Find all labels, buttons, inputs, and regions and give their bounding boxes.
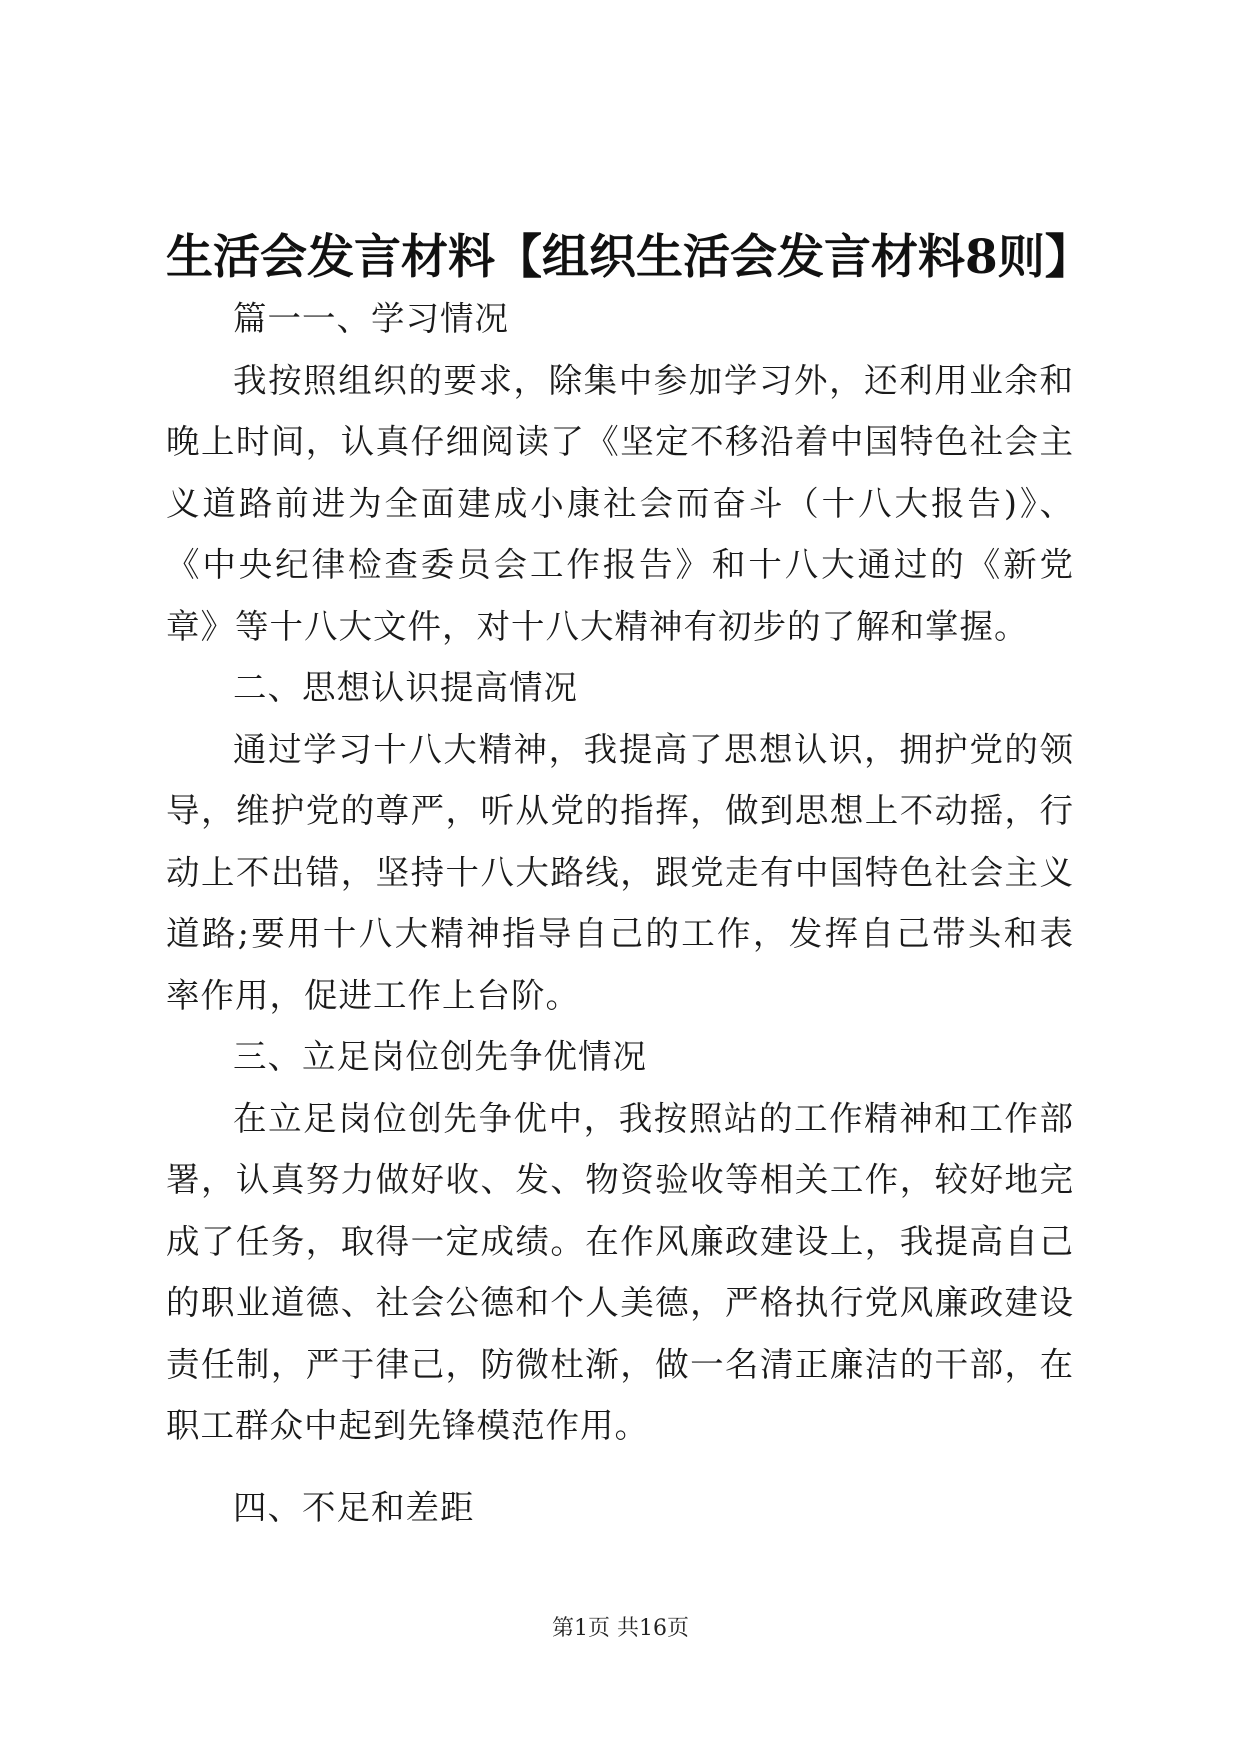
- section-heading-study: 篇一一、学习情况: [233, 299, 509, 338]
- paragraph-post: 在立足岗位创先争优中，我按照站的工作精神和工作部署，认真努力做好收、发、物资验收等相关工作，较好地完成了任务，取得一定成绩。在作风廉政建设上，我提高自己的职业道德、社会公德和个人美德，严格执行党风廉政建设责任制，严于律己，防微杜渐，做一名清正廉洁的干部，在职工群众中起到先锋模范作用。: [166, 1098, 1074, 1445]
- document-body: [166, 288, 1074, 1538]
- section-heading-shortcomings: 四、不足和差距: [233, 1487, 475, 1527]
- page-footer: 第1页 共16页: [552, 1616, 689, 1641]
- section-heading-post: 三、立足岗位创先争优情况: [233, 1037, 647, 1076]
- section-heading-thinking: 二、思想认识提高情况: [233, 668, 578, 707]
- document-title: 生活会发言材料【组织生活会发言材料8则】: [166, 230, 1092, 286]
- paragraph-study: 我按照组织的要求，除集中参加学习外，还利用业余和晚上时间，认真仔细阅读了《坚定不移沿着中国特色社会主义道路前进为全面建成小康社会而奋斗（十八大报告)》、《中央纪律检查委员会工作报告》和十八大通过的《新党章》等十八大文件，对十八大精神有初步的了解和掌握。: [166, 360, 1074, 646]
- paragraph-thinking: 通过学习十八大精神，我提高了思想认识，拥护党的领导，维护党的尊严，听从党的指挥，做到思想上不动摇，行动上不出错，坚持十八大路线，跟党走有中国特色社会主义道路;要用十八大精神指导自己的工作，发挥自己带头和表率作用，促进工作上台阶。: [166, 729, 1074, 1015]
